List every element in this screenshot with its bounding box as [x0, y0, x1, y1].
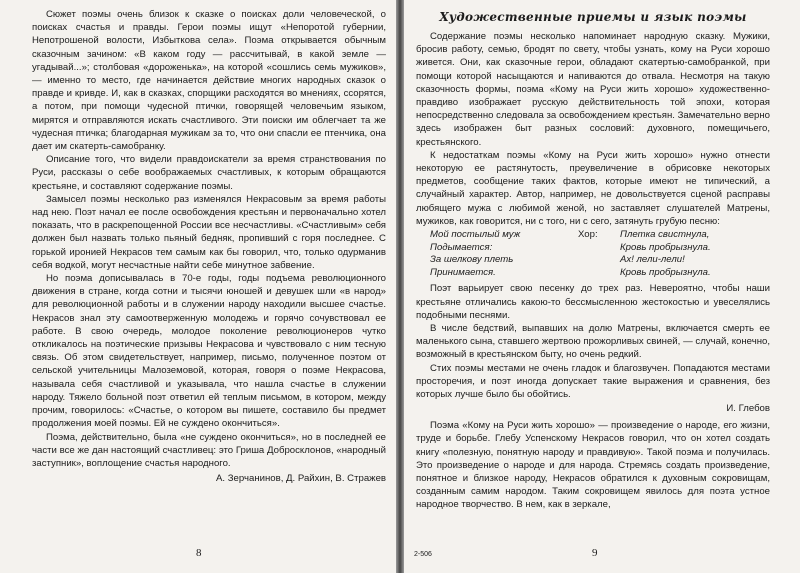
poem-chorus-label: [578, 254, 620, 267]
page-number-left: 8: [196, 547, 202, 559]
left-page: [0, 0, 396, 573]
poem-left-verse: Принимается.: [430, 266, 496, 278]
poem-line: [430, 267, 784, 280]
right-page: [404, 0, 800, 573]
article-authors: А. Зерчанинов, Д. Райхин, В. Стражев: [216, 473, 386, 485]
poem-line: [430, 242, 784, 255]
print-code: 2-506: [414, 551, 432, 558]
right-paragraph-3: Поэт варьирует свою песенку до трех раз. Невероятно, чтобы наши крестьяне отличались какою-то бессмысленною жестокостью и увеселялись подобными песнями.: [416, 283, 770, 321]
right-paragraph-6: Поэма «Кому на Руси жить хорошо» — произведение о народе, его жизни, труде и борьбе. Глебу Успенскому Некрасов говорил, что он хотел создать книгу «полезную, понятную народу и правдивую». Такой поэма и получилась. Это произведение о народе и для народа. Стремясь создать произведение, понятное и близкое народу, Некрасов обратился к духовным сокровищам, созданным самим народом. Таким сокровищем явилось для поэта устное народное творчество. В нем, как в зеркале,: [416, 420, 770, 511]
poem-left-verse: Подымается:: [430, 241, 493, 253]
section-title: Художественные приемы и язык поэмы: [439, 10, 747, 24]
left-paragraph-4: Но поэма дописывалась в 70-е годы, годы подъема революционного движения в стране, когда сотни и тысячи юношей и девушек шли «в народ» для революционной работы и в служении народу находили высшее счастье. Некрасов знал эту самоотверженную молодежь и горячо сочувствовал ее работе. В свою очередь, молодое поколение революционеров чутко откликалось на поэтические призывы Некрасова и чувствовало с ним тесную связь. Об этом свидетельствует, например, письмо, полученное поэтом от сельской учительницы Малоземовой, которая, говоря о поэме Некрасова, называла себя счастливой и указывала, что нашла счастье в служении народу. Тяжело больной поэт ответил ей теплым письмом, в котором, между прочим, говорилось: «Счастье, о котором вы пишете, составило бы предмет продолжения моей поэмы. Ей не суждено окончиться».: [32, 273, 386, 430]
poem-chorus-label: [578, 242, 620, 255]
poem-right-verse: Кровь пробрызнула.: [620, 241, 711, 253]
left-paragraph-3: Замысел поэмы несколько раз изменялся Некрасовым за время работы над нею. Поэт начал ее после освобождения крестьян и первоначально хотел показать, что в раскрепощенной России все несчастливы. «Счастливым» себя должен был назвать только пьяный бедняк, пропивший с горя последнее. С горькой иронией Некрасов тем самым как бы говорил, что, только одурманив себя водкой, могут несчастные найти себе минутное забвение.: [32, 193, 386, 271]
poem-left-verse: Мой постылый муж: [430, 229, 521, 241]
quote-signature: И. Глебов: [726, 403, 770, 415]
left-paragraph-1: Сюжет поэмы очень близок к сказке о поисках доли человеческой, о поисках счастья и правды. Герои поэмы ищут «Непоротой губернии, Непотрошеной волости, Избыткова села». Поэма открывается обычным сказочным зачином: «В каком году — рассчитывай, в какой земле — угадывай...»; столбовая «дороженька», на которой «сошлись семь мужиков», — именно то место, где начинается действие многих народных сказок о правде и кривде. И, как в сказках, спорщики расходятся во мнениях, ссорятся, а потом, при помощи чудесной птички, говорящей человечьим языком, мирятся и отправляются искать счастливого. Эти поиски им облегчает та же чудесная птичка; благодарная мужикам за то, что они спасли ее птенчика, она дает им скатерть-самобранку.: [32, 9, 386, 153]
poem-chorus-label: Хор:: [578, 229, 598, 241]
poem-right-verse: Ах! лели-лели!: [620, 254, 685, 266]
book-gutter: [396, 0, 404, 573]
right-paragraph-4: В числе бедствий, выпавших на долю Матрены, включается смерть ее маленького сына, ставшего жертвою прожорливых свиней, — случай, конечно, возможный в крестьянском быту, но очень редкий.: [416, 323, 770, 361]
left-paragraph-2: Описание того, что видели правдоискатели за время странствования по Руси, рассказы о себе воображаемых счастливых, к которым обращаются крестьяне, и составляют содержание поэмы.: [32, 154, 386, 192]
poem-line: [430, 229, 784, 242]
poem-right-verse: Плетка свистнула,: [620, 229, 710, 241]
poem-left-verse: За шелкову плеть: [430, 254, 514, 266]
right-paragraph-2: К недостаткам поэмы «Кому на Руси жить хорошо» нужно отнести некоторую ее растянутость, преувеличение в обрисовке некоторых предметов, сообщение таких фактов, которые имеют не типический, а случайный характер. Автор, например, не довольствуется сценой расправы любящего мужа с любимой женой, но заставляет слушателей Матрены, мужиков, как говорится, ни с того, ни с сего, затянуть грубую песню:: [416, 149, 770, 227]
right-paragraph-5: Стих поэмы местами не очень гладок и благозвучен. Попадаются местами просторечия, и поэт иногда допускает такие выражения и сравнения, без которых лучше было бы обойтись.: [416, 362, 770, 401]
poem-line: [430, 254, 784, 267]
left-paragraph-5: Поэма, действительно, была «не суждено окончиться», но в последней ее части все же дан настоящий счастливец: это Гриша Добросклонов, «народный заступник», воплощение счастья народного.: [32, 431, 386, 469]
poem-chorus-label: [578, 267, 620, 280]
page-number-right: 9: [592, 547, 598, 559]
right-paragraph-1: Содержание поэмы несколько напоминает народную сказку. Мужики, бросив работу, семью, бродят по свету, чтобы узнать, кому на Руси хорошо живется. Они, как сказочные герои, обладают скатертью-самобранкой, при помощи которой насыщаются и напиваются до отвала. Несмотря на такую сказочность формы, поэма «Кому на Руси жить хорошо» художественно-правдиво изображает русскую действительность той эпохи, которая непосредственно следовала за освобождением крестьян. Замечательно верно здесь изображен быт разных сословий: духовного, помещичьего, крестьянского.: [416, 31, 770, 148]
poem-excerpt: [430, 229, 784, 279]
poem-right-verse: Кровь пробрызнула.: [620, 266, 711, 278]
